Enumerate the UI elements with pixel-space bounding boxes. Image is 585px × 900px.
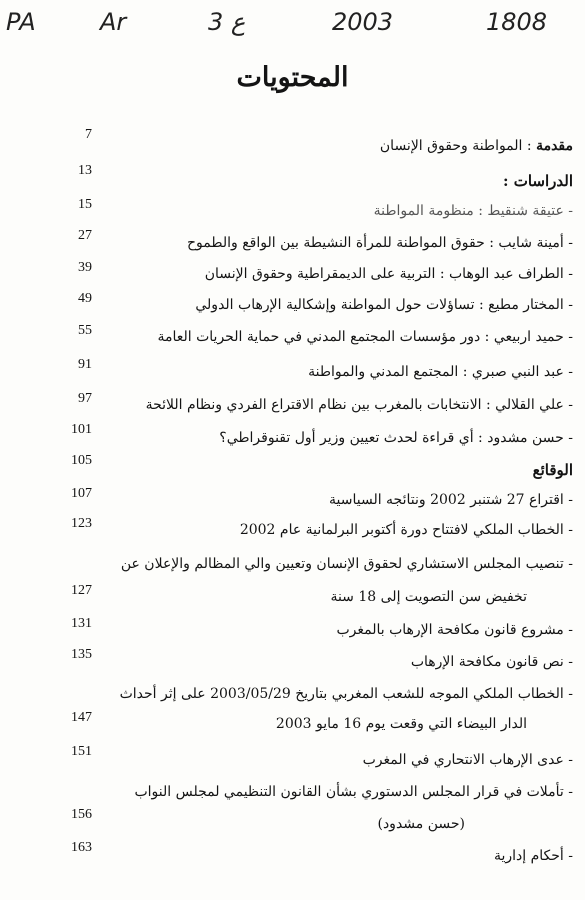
toc-entry-continuation: تخفيض سن التصويت إلى 18 سنة bbox=[330, 589, 527, 605]
page-number: 7 bbox=[85, 127, 92, 142]
toc-entry: - عتيقة شنقيط : منظومة المواطنة bbox=[373, 203, 573, 219]
toc-entry: - أحكام إدارية bbox=[493, 848, 573, 864]
page-title: المحتويات bbox=[236, 62, 349, 93]
page-number: 131 bbox=[71, 616, 92, 631]
page-number: 147 bbox=[71, 710, 92, 725]
toc-entry: - مشروع قانون مكافحة الإرهاب بالمغرب bbox=[336, 622, 573, 638]
page-number: 27 bbox=[78, 228, 92, 243]
toc-entry: - الطراف عبد الوهاب : التربية على الديمقراطية وحقوق الإنسان bbox=[204, 266, 573, 282]
section-heading-studies: الدراسات : bbox=[502, 172, 573, 190]
page-number: 105 bbox=[71, 453, 92, 468]
section-heading-events: الوقائع bbox=[532, 461, 573, 479]
toc-entry: - تنصيب المجلس الاستشاري لحقوق الإنسان وتعيين والي المظالم والإعلان عن bbox=[120, 556, 573, 572]
toc-entry: - حسن مشدود : أي قراءة لحدث تعيين وزير أول تقنوقراطي؟ bbox=[219, 430, 573, 446]
page-number: 49 bbox=[78, 291, 92, 306]
intro-text: : المواطنة وحقوق الإنسان bbox=[379, 138, 537, 154]
toc-entry-continuation: (حسن مشدود) bbox=[377, 816, 465, 832]
toc-entry: - الخطاب الملكي الموجه للشعب المغربي بتاريخ 2003/05/29 على إثر أحداث bbox=[119, 686, 573, 702]
toc-entry-continuation: الدار البيضاء التي وقعت يوم 16 مايو 2003 bbox=[275, 716, 527, 732]
page-number: 15 bbox=[78, 197, 92, 212]
toc-entry: - تأملات في قرار المجلس الدستوري بشأن القانون التنظيمي لمجلس النواب bbox=[134, 784, 573, 800]
page-number: 97 bbox=[78, 391, 92, 406]
toc-entry: - علي القلالي : الانتخابات بالمغرب بين نظام الاقتراع الفردي ونظام اللائحة bbox=[145, 397, 573, 413]
toc-intro bbox=[380, 138, 573, 154]
toc-entry: - الخطاب الملكي لافتتاح دورة أكتوبر البرلمانية عام 2002 bbox=[239, 522, 573, 538]
page-number: 13 bbox=[78, 163, 92, 178]
handwritten-number: 1808 bbox=[486, 8, 548, 36]
handwritten-note: 3 ع bbox=[208, 8, 246, 36]
intro-label: مقدمة bbox=[536, 138, 573, 154]
toc-entry: - المختار مطيع : تساؤلات حول المواطنة وإشكالية الإرهاب الدولي bbox=[195, 297, 573, 313]
toc-entry: - عدى الإرهاب الانتحاري في المغرب bbox=[362, 752, 573, 768]
toc-entry: - اقتراع 27 شتنبر 2002 ونتائجه السياسية bbox=[329, 492, 573, 508]
toc-entry: - عبد النبي صبري : المجتمع المدني والمواطنة bbox=[308, 364, 573, 380]
page-number: 101 bbox=[71, 422, 92, 437]
toc-entry: - حميد اربيعي : دور مؤسسات المجتمع المدني في حماية الحريات العامة bbox=[157, 329, 573, 345]
page-number: 163 bbox=[71, 840, 92, 855]
page-number: 127 bbox=[71, 583, 92, 598]
page-number: 156 bbox=[71, 807, 92, 822]
page-number: 39 bbox=[78, 260, 92, 275]
handwritten-note: PA bbox=[6, 8, 36, 36]
page-number: 135 bbox=[71, 647, 92, 662]
page-number: 91 bbox=[78, 357, 92, 372]
handwritten-year: 2003 bbox=[332, 8, 394, 36]
handwritten-note: Ar bbox=[100, 8, 127, 36]
page-number: 107 bbox=[71, 486, 92, 501]
page-number: 55 bbox=[78, 323, 92, 338]
toc-entry: - أمينة شايب : حقوق المواطنة للمرأة النشيطة بين الواقع والطموح bbox=[187, 235, 573, 251]
page-number: 123 bbox=[71, 516, 92, 531]
toc-entry: - نص قانون مكافحة الإرهاب bbox=[410, 654, 573, 670]
page-number: 151 bbox=[71, 744, 92, 759]
